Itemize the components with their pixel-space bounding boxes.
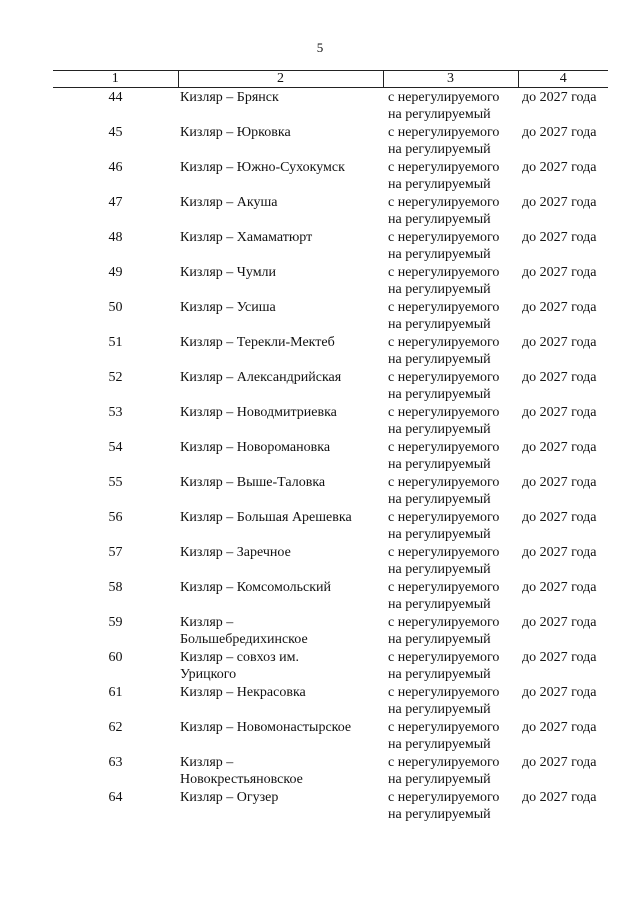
regime-change-line: на регулируемый: [388, 142, 491, 157]
regime-change-line: с нерегулируемого: [388, 335, 500, 350]
route-name-line: Кизляр – Большая Арешевка: [180, 510, 352, 525]
regime-change-line: на регулируемый: [388, 527, 491, 542]
regime-change: [383, 159, 518, 194]
route-name: [178, 474, 383, 509]
row-number: 51: [108, 335, 123, 350]
row-number: 55: [108, 475, 123, 490]
term-deadline: до 2027 года: [522, 545, 597, 560]
regime-change-line: с нерегулируемого: [388, 790, 500, 805]
regime-change-line: с нерегулируемого: [388, 545, 500, 560]
route-name-line: Большебредихинское: [180, 632, 308, 647]
term-deadline: до 2027 года: [522, 440, 597, 455]
table-row: [53, 264, 608, 299]
table-row: [53, 369, 608, 404]
term-deadline: до 2027 года: [522, 475, 597, 490]
row-number: 61: [108, 685, 123, 700]
route-name: [178, 334, 383, 369]
table-row: [53, 579, 608, 614]
table-row: [53, 229, 608, 264]
regime-change: [383, 579, 518, 614]
route-name: [178, 754, 383, 789]
regime-change: [383, 439, 518, 474]
regime-change-line: на регулируемый: [388, 632, 491, 647]
route-name: [178, 439, 383, 474]
regime-change-line: на регулируемый: [388, 422, 491, 437]
regime-change-line: на регулируемый: [388, 107, 491, 122]
row-number: 59: [108, 615, 123, 630]
route-name-line: Кизляр – Огузер: [180, 790, 279, 805]
table-body: [53, 88, 608, 825]
regime-change-line: с нерегулируемого: [388, 650, 500, 665]
regime-change-line: на регулируемый: [388, 387, 491, 402]
route-name: [178, 544, 383, 579]
route-name-line: Кизляр – Акуша: [180, 195, 278, 210]
regime-change-line: с нерегулируемого: [388, 720, 500, 735]
route-name-line: Кизляр –: [180, 755, 234, 770]
regime-change-line: на регулируемый: [388, 177, 491, 192]
route-name: [178, 649, 383, 684]
route-name-line: Кизляр – Заречное: [180, 545, 291, 560]
route-name: [178, 369, 383, 404]
regime-change: [383, 404, 518, 439]
routes-table: [53, 70, 608, 824]
route-name-line: Кизляр – Новомонастырское: [180, 720, 352, 735]
regime-change-line: на регулируемый: [388, 317, 491, 332]
row-number: 48: [108, 230, 123, 245]
row-number: 50: [108, 300, 123, 315]
row-number: 57: [108, 545, 123, 560]
term-deadline: до 2027 года: [522, 265, 597, 280]
route-name: [178, 614, 383, 649]
column-header-3: 3: [383, 71, 518, 88]
term-deadline: до 2027 года: [522, 160, 597, 175]
row-number: 58: [108, 580, 123, 595]
regime-change: [383, 474, 518, 509]
regime-change: [383, 614, 518, 649]
route-name-line: Кизляр – Выше-Таловка: [180, 475, 326, 490]
route-name-line: Кизляр – Юрковка: [180, 125, 291, 140]
regime-change-line: с нерегулируемого: [388, 195, 500, 210]
row-number: 53: [108, 405, 123, 420]
table-row: [53, 159, 608, 194]
table-row: [53, 719, 608, 754]
row-number: 45: [108, 125, 123, 140]
route-name: [178, 88, 383, 125]
regime-change-line: на регулируемый: [388, 457, 491, 472]
route-name: [178, 159, 383, 194]
term-deadline: до 2027 года: [522, 510, 597, 525]
route-name-line: Кизляр – Хамаматюрт: [180, 230, 313, 245]
term-deadline: до 2027 года: [522, 230, 597, 245]
route-name: [178, 229, 383, 264]
table-row: [53, 124, 608, 159]
regime-change-line: на регулируемый: [388, 492, 491, 507]
regime-change-line: с нерегулируемого: [388, 125, 500, 140]
route-name-line: Кизляр – совхоз им.: [180, 650, 299, 665]
route-name-line: Кизляр – Усиша: [180, 300, 276, 315]
term-deadline: до 2027 года: [522, 615, 597, 630]
regime-change: [383, 789, 518, 824]
regime-change-line: с нерегулируемого: [388, 405, 500, 420]
route-name-line: Кизляр – Новоромановка: [180, 440, 331, 455]
route-name-line: Кизляр – Некрасовка: [180, 685, 306, 700]
routes-table-container: [53, 70, 608, 824]
row-number: 62: [108, 720, 123, 735]
route-name-line: Кизляр –: [180, 615, 234, 630]
regime-change: [383, 544, 518, 579]
regime-change-line: на регулируемый: [388, 667, 491, 682]
route-name-line: Кизляр – Южно-Сухокумск: [180, 160, 345, 175]
regime-change-line: с нерегулируемого: [388, 510, 500, 525]
route-name: [178, 264, 383, 299]
route-name: [178, 509, 383, 544]
table-row: [53, 334, 608, 369]
term-deadline: до 2027 года: [522, 650, 597, 665]
route-name: [178, 194, 383, 229]
term-deadline: до 2027 года: [522, 335, 597, 350]
regime-change: [383, 649, 518, 684]
regime-change-line: на регулируемый: [388, 247, 491, 262]
regime-change: [383, 509, 518, 544]
route-name-line: Кизляр – Новодмитриевка: [180, 405, 337, 420]
table-row: [53, 474, 608, 509]
table-row: [53, 789, 608, 824]
table-row: [53, 194, 608, 229]
table-row: [53, 88, 608, 125]
table-row: [53, 614, 608, 649]
row-number: 44: [108, 90, 123, 105]
regime-change-line: на регулируемый: [388, 212, 491, 227]
regime-change-line: на регулируемый: [388, 772, 491, 787]
regime-change-line: на регулируемый: [388, 597, 491, 612]
term-deadline: до 2027 года: [522, 580, 597, 595]
term-deadline: до 2027 года: [522, 685, 597, 700]
regime-change-line: на регулируемый: [388, 352, 491, 367]
column-header-2: 2: [178, 71, 383, 88]
regime-change-line: с нерегулируемого: [388, 580, 500, 595]
route-name: [178, 404, 383, 439]
route-name: [178, 299, 383, 334]
regime-change-line: на регулируемый: [388, 807, 491, 822]
table-row: [53, 509, 608, 544]
route-name-line: Новокрестьяновское: [180, 772, 303, 787]
row-number: 60: [108, 650, 123, 665]
table-row: [53, 649, 608, 684]
route-name-line: Кизляр – Брянск: [180, 90, 279, 105]
regime-change-line: на регулируемый: [388, 737, 491, 752]
regime-change-line: с нерегулируемого: [388, 265, 500, 280]
route-name: [178, 579, 383, 614]
regime-change: [383, 88, 518, 125]
column-header-1: 1: [53, 71, 178, 88]
table-row: [53, 544, 608, 579]
regime-change-line: с нерегулируемого: [388, 90, 500, 105]
regime-change: [383, 229, 518, 264]
row-number: 64: [108, 790, 123, 805]
regime-change-line: с нерегулируемого: [388, 440, 500, 455]
term-deadline: до 2027 года: [522, 405, 597, 420]
row-number: 47: [108, 195, 123, 210]
route-name-line: Кизляр – Чумли: [180, 265, 277, 280]
regime-change: [383, 334, 518, 369]
regime-change-line: с нерегулируемого: [388, 475, 500, 490]
term-deadline: до 2027 года: [522, 720, 597, 735]
regime-change: [383, 264, 518, 299]
column-header-4: 4: [518, 71, 608, 88]
row-number: 49: [108, 265, 123, 280]
regime-change-line: с нерегулируемого: [388, 755, 500, 770]
regime-change: [383, 369, 518, 404]
term-deadline: до 2027 года: [522, 300, 597, 315]
route-name: [178, 124, 383, 159]
term-deadline: до 2027 года: [522, 195, 597, 210]
route-name-line: Урицкого: [180, 667, 237, 682]
route-name-line: Кизляр – Терекли-Мектеб: [180, 335, 335, 350]
regime-change: [383, 124, 518, 159]
route-name-line: Кизляр – Александрийская: [180, 370, 342, 385]
regime-change-line: с нерегулируемого: [388, 370, 500, 385]
row-number: 63: [108, 755, 123, 770]
regime-change-line: с нерегулируемого: [388, 685, 500, 700]
page-number: 5: [316, 40, 324, 55]
regime-change-line: на регулируемый: [388, 562, 491, 577]
regime-change: [383, 684, 518, 719]
table-row: [53, 754, 608, 789]
route-name-line: Кизляр – Комсомольский: [180, 580, 332, 595]
regime-change: [383, 719, 518, 754]
term-deadline: до 2027 года: [522, 790, 597, 805]
term-deadline: до 2027 года: [522, 370, 597, 385]
table-row: [53, 684, 608, 719]
table-row: [53, 439, 608, 474]
regime-change: [383, 194, 518, 229]
table-row: [53, 404, 608, 439]
row-number: 52: [108, 370, 123, 385]
regime-change: [383, 299, 518, 334]
row-number: 46: [108, 160, 123, 175]
term-deadline: до 2027 года: [522, 755, 597, 770]
regime-change-line: на регулируемый: [388, 702, 491, 717]
regime-change-line: с нерегулируемого: [388, 160, 500, 175]
route-name: [178, 684, 383, 719]
regime-change-line: с нерегулируемого: [388, 300, 500, 315]
regime-change-line: с нерегулируемого: [388, 230, 500, 245]
regime-change: [383, 754, 518, 789]
regime-change-line: с нерегулируемого: [388, 615, 500, 630]
term-deadline: до 2027 года: [522, 90, 597, 105]
table-row: [53, 299, 608, 334]
table-header-row: [53, 71, 608, 88]
route-name: [178, 789, 383, 824]
term-deadline: до 2027 года: [522, 125, 597, 140]
row-number: 54: [108, 440, 123, 455]
row-number: 56: [108, 510, 123, 525]
regime-change-line: на регулируемый: [388, 282, 491, 297]
route-name: [178, 719, 383, 754]
